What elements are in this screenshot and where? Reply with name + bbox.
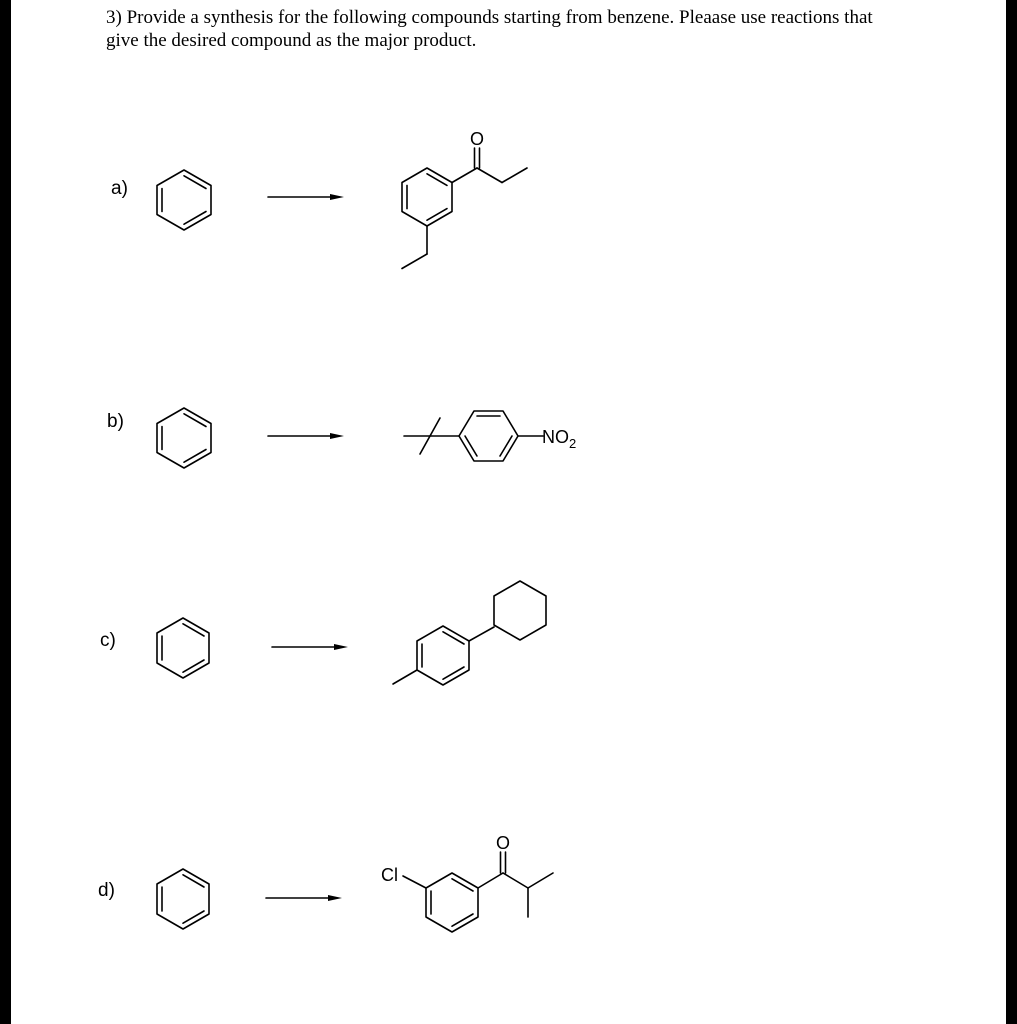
part-c-label: c) — [100, 630, 116, 651]
part-a-start-benzene — [157, 170, 211, 230]
part-b-reaction-arrow — [268, 433, 344, 439]
part-b-product — [404, 411, 543, 461]
part-c-start-benzene — [157, 618, 209, 678]
part-d-chlorine-label: Cl — [381, 865, 398, 885]
part-a-oxygen-label: O — [469, 129, 485, 149]
part-d-reaction-arrow — [266, 895, 342, 901]
worksheet-page — [11, 0, 1006, 1024]
reaction-schemes — [11, 0, 1006, 1024]
question-line-1: 3) Provide a synthesis for the following compounds starting from benzene. Pleaase use reactions that — [106, 7, 873, 28]
part-c-product — [393, 581, 546, 685]
part-a-label: a) — [111, 178, 128, 199]
part-b-start-benzene — [157, 408, 211, 468]
part-b-label: b) — [107, 411, 124, 432]
part-a-product — [402, 148, 527, 269]
part-c-reaction-arrow — [272, 644, 348, 650]
part-d-label: d) — [98, 880, 115, 901]
part-d-start-benzene — [157, 869, 209, 929]
part-a-reaction-arrow — [268, 194, 344, 200]
part-d-oxygen-label: O — [495, 833, 511, 853]
part-b-nitro-label: $NO_2$ — [542, 427, 577, 451]
part-d-product — [403, 852, 553, 932]
question-line-2: give the desired compound as the major product. — [106, 30, 477, 51]
